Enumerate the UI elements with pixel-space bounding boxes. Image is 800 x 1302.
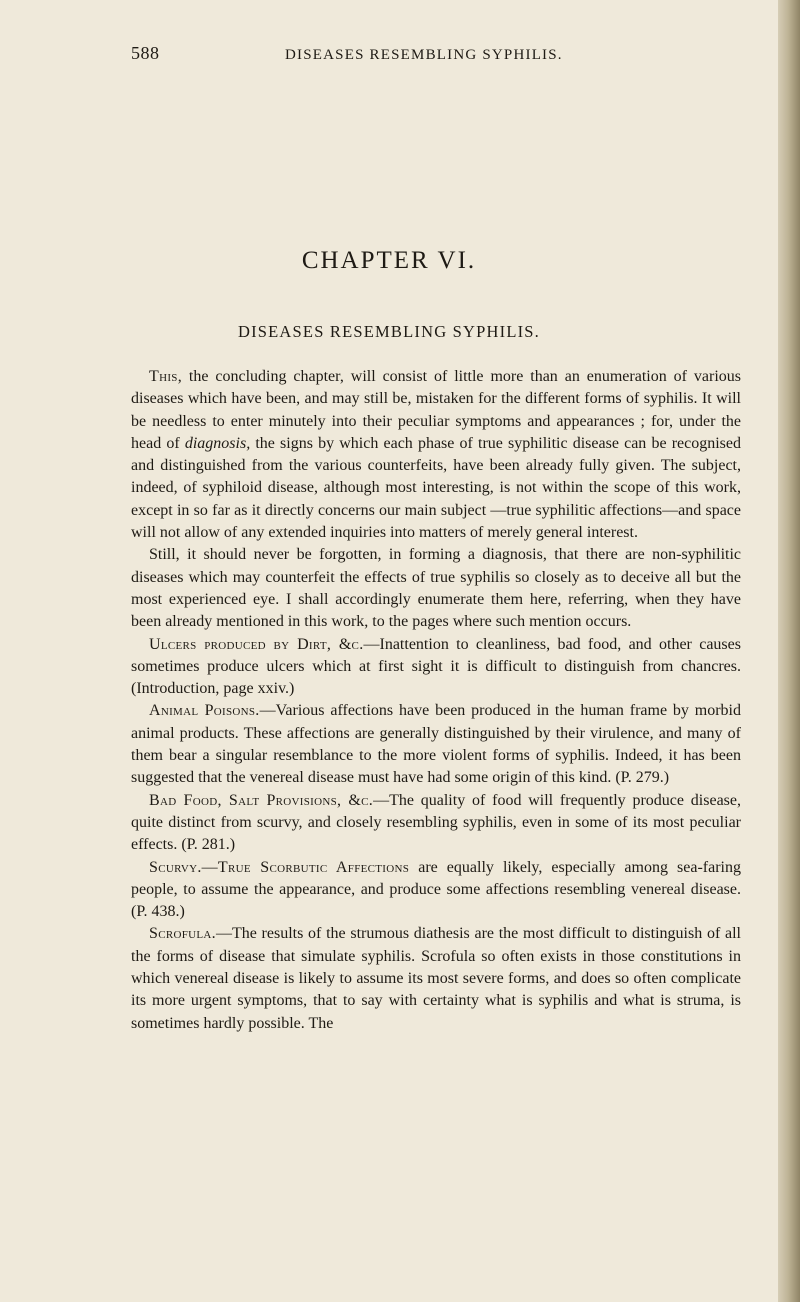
body-text [131,366,741,1035]
intro-lead: This, [149,368,182,385]
page-number: 588 [131,43,160,63]
section-text: —Inattention to cleanliness, bad food, and other causes sometimes produce ulcers which at first sight it is difficult to distinguish from chancres. (Introduction, page xxiv.) [131,635,741,698]
section-animal-poisons [131,700,741,789]
paragraph-intro [131,366,741,544]
chapter-title: CHAPTER VI. [301,247,477,274]
section-heading: Bad Food, Salt Provisions, &c. [149,791,374,809]
page-edge [778,0,800,1302]
section-heading: Scurvy.—True Scorbutic Affections [149,858,410,876]
section-heading: Scrofula. [149,925,216,943]
chapter-subtitle: DISEASES RESEMBLING SYPHILIS. [237,322,541,341]
intro-italic: diagnosis, [184,434,251,452]
section-ulcers [131,634,741,701]
section-scurvy [131,857,741,924]
section-scrofula [131,923,741,1034]
intro-text-2: the signs by which each phase of true syphilitic disease can be recognised and distinguished from the various counterfeits, have been already fully given. The subject, indeed, of syphiloid disease, although most interesting, is not within the scope of this work, except in so far as it directly concerns our main subject —true syphilitic affections—and space will not allow of any extended inquiries into matters of merely general interest. [131,434,742,542]
paragraph-2: Still, it should never be forgotten, in forming a diagnosis, that there are non-syphilitic diseases which may counterfeit the effects of true syphilis so closely as to deceive all but the most experienced eye. I shall accordingly enumerate them here, referring, when they have been already mentioned in this work, to the pages where such mention occurs. [131,546,741,631]
intro-text-1: the concluding chapter, will consist of little more than an enumeration of various diseases which have been, and may still be, mistaken for the different forms of syphilis. It will be needless to enter minutely into their peculiar symptoms and appearances ; for, under the head of [131,368,741,452]
section-text: —Various affections have been produced in the human frame by morbid animal products. These affections are generally distinguished by their virulence, and many of them bear a singular resemblance to the more violent forms of syphilis. Indeed, it has been suggested that the venereal disease must have had some origin of this kind. (P. 279.) [131,702,742,787]
section-text: —The results of the strumous diathesis are the most difficult to distinguish of all the forms of disease that simulate syphilis. Scrofula so often exists in those constitutions in which venereal disease is likely to assume its most severe forms, and does so often complicate its more urgent symptoms, that to say with certainty what is syphilis and what is struma, is sometimes hardly possible. The [131,925,741,1032]
section-heading: Ulcers produced by Dirt, &c. [149,635,364,653]
section-text: are equally likely, especially among sea-faring people, to assume the appearance, and produce some affections resembling venereal disease. (P. 438.) [131,858,741,921]
running-head: DISEASES RESEMBLING SYPHILIS. [285,47,563,63]
section-text: —The quality of food will frequently produce disease, quite distinct from scurvy, and closely resembling syphilis, even in some of its most peculiar effects. (P. 281.) [131,791,741,854]
section-bad-food [131,790,741,857]
section-heading: Animal Poisons. [149,702,260,720]
